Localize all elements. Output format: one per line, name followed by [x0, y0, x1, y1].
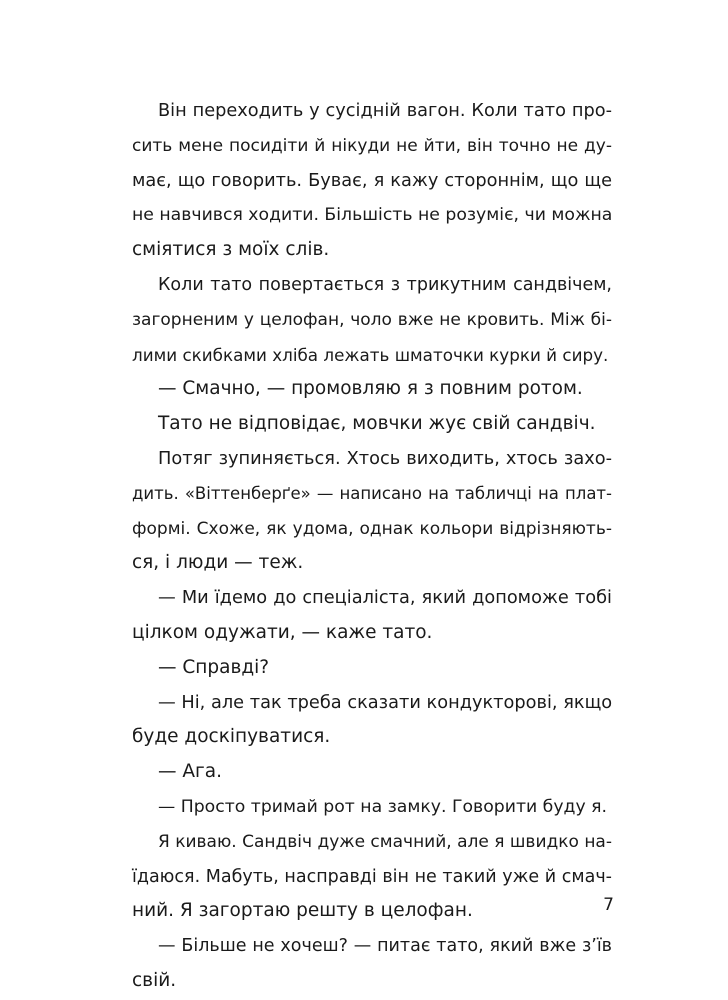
text-line: загорненим у целофан, чоло вже не кровить. Між бі-	[132, 309, 612, 330]
text-line: — Справді?	[158, 656, 270, 678]
text-line: цілком одужати, — каже тато.	[132, 621, 433, 643]
page-number: 7	[603, 895, 614, 915]
text-line: ся, і люди — теж.	[132, 552, 304, 574]
text-line: дить. «Віттенберґе» — написано на табличці на плат-	[132, 483, 612, 503]
text-line: Тато не відповідає, мовчки жує свій сандвіч.	[158, 413, 596, 435]
text-line: має, що говорить. Буває, я кажу стороннім, що ще	[132, 170, 612, 191]
text-line: — Смачно, — промовляю я з повним ротом.	[158, 378, 583, 400]
text-line: свій.	[132, 969, 177, 991]
text-line: формі. Схоже, як удома, однак кольори відрізняють-	[132, 518, 612, 539]
text-line: — Ми їдемо до спеціаліста, який допоможе тобі	[158, 588, 612, 609]
text-line: сить мене посидіти й нікуди не йти, він точно не ду-	[132, 135, 612, 156]
body-text	[132, 94, 612, 999]
text-line: ний. Я загортаю решту в целофан.	[132, 900, 473, 922]
text-line: — Ага.	[158, 761, 222, 783]
text-line: буде доскіпуватися.	[132, 726, 331, 748]
text-line: — Більше не хочеш? — питає тато, який вже з’їв	[158, 936, 612, 957]
text-line: Коли тато повертається з трикутним сандвічем,	[158, 274, 612, 295]
text-line: їдаюся. Мабуть, насправді він не такий уже й смач-	[132, 866, 612, 887]
text-line: Він переходить у сусідній вагон. Коли тато про-	[158, 101, 612, 121]
text-line: Потяг зупиняється. Хтось виходить, хтось захо-	[158, 448, 612, 469]
text-line: сміятися з моїх слів.	[132, 239, 330, 261]
text-line: — Просто тримай рот на замку. Говорити буду я.	[158, 796, 608, 817]
text-line: не навчився ходити. Більшість не розуміє, чи можна	[132, 205, 613, 226]
text-line: Я киваю. Сандвіч дуже смачний, але я швидко на-	[158, 831, 612, 852]
text-line: лими скибками хліба лежать шматочки курки й сиру.	[132, 344, 609, 365]
text-line: — Ні, але так треба сказати кондукторові, якщо	[158, 692, 613, 713]
